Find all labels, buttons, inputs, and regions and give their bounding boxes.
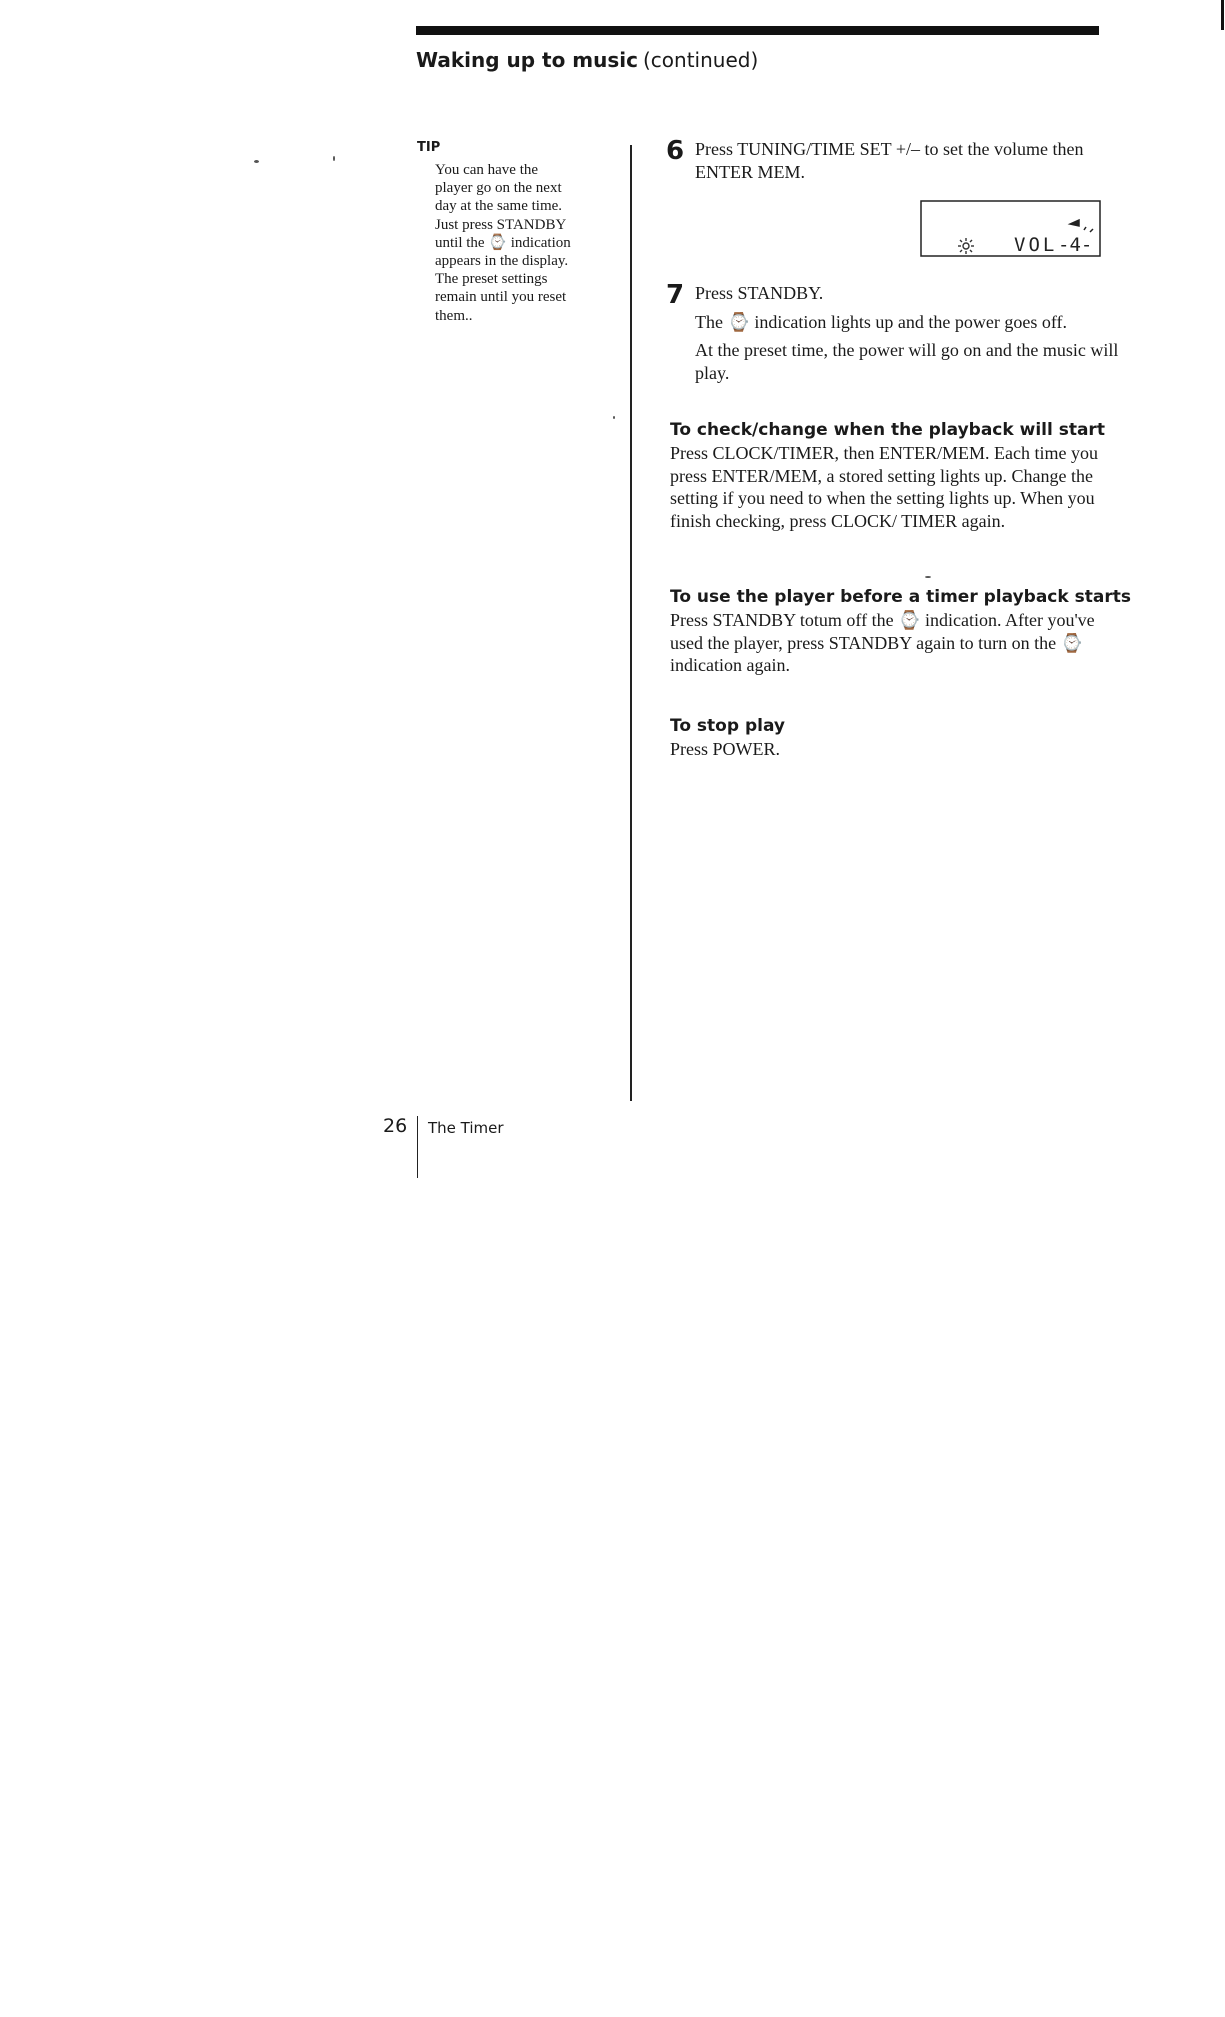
lcd-display-graphic [920,200,1101,257]
column-divider [630,145,632,1101]
step-paragraph: The ⌚ indication lights up and the power goes off. [695,311,1068,332]
section-body: Press STANDBY totum off the ⌚ indication. After you've used the player, press STANDBY again to turn on the ⌚ indication again. [670,610,1095,675]
tip-line: day at the same time. [435,198,563,215]
page-heading [416,48,758,73]
volume-mark-icon [1070,220,1093,232]
scan-speck [613,416,615,419]
lcd-value: -4- [1058,234,1093,256]
section-title: To check/change when the playback will start [670,420,1105,440]
section-body: Press POWER. [670,739,781,759]
section-title: To stop play [670,716,785,736]
scan-speck [333,156,335,161]
lcd-display [920,200,1101,257]
step-paragraph: At the preset time, the power will go on and the music will play. [695,340,1119,383]
sun-icon [958,238,974,254]
edge-mark [1221,0,1224,30]
scan-speck [925,576,931,578]
page-title-suffix: (continued) [643,48,759,72]
footer-section-label: The Timer [428,1119,504,1137]
tip-line: until the ⌚ indication [435,234,571,251]
step-paragraph: Press TUNING/TIME SET +/– to set the volume then ENTER MEM. [695,139,1084,182]
tip-line: appears in the display. [435,253,569,270]
step-number: 6 [666,136,685,166]
tip-line: player go on the next [435,180,562,197]
tip-block [417,140,597,325]
section-title: To use the player before a timer playback starts [670,587,1131,607]
footer-divider [417,1116,418,1178]
page-number: 26 [383,1115,408,1137]
tip-label: TIP [417,140,441,155]
page-title: Waking up to music [416,48,638,72]
section-body: Press CLOCK/TIMER, then ENTER/MEM. Each time you press ENTER/MEM, a stored setting lights up. Change the setting if you need to when the setting lights up. When you finish checking, press CLOCK/ TIMER again. [670,443,1098,531]
step-number: 7 [666,280,685,310]
section-use-before-timer [670,587,1131,677]
step-text [695,282,1135,390]
tip-line: You can have the [435,162,539,178]
section-check-change [670,420,1110,532]
tip-line: remain until you reset [435,289,567,306]
tip-line: them.. [435,307,473,324]
scan-speck [254,160,259,163]
step-text [695,138,1135,189]
section-stop-play [670,716,1110,761]
step-paragraph: Press STANDBY. [695,283,824,303]
tip-line: The preset settings [435,271,548,288]
top-rule [416,26,1099,35]
tip-line: Just press STANDBY [435,216,567,233]
lcd-text: VOL [1014,234,1058,256]
